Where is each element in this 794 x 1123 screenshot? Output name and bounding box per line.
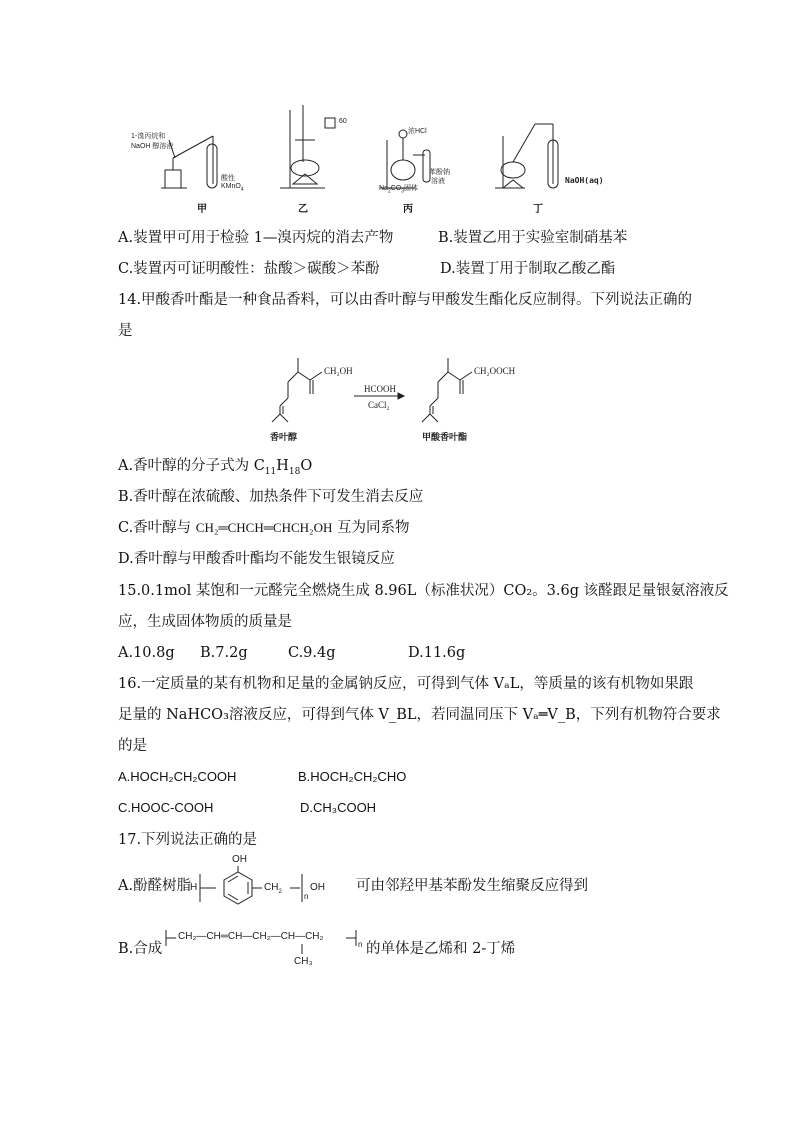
bing-tube-2: 溶液 bbox=[431, 178, 445, 185]
yi-thermometer: 60 bbox=[339, 118, 347, 125]
resin-oh-end: OH bbox=[310, 882, 325, 893]
phenolic-resin-structure bbox=[190, 854, 362, 916]
polymer-ch3: CH₃ bbox=[294, 956, 313, 967]
jia-tube-2: KMnO$_4$ bbox=[221, 183, 244, 193]
q14-option-c: C.香叶醇与 CH₂═CHCH═CHCH₂OH 互为同系物 bbox=[118, 520, 410, 536]
caption-ding: 丁 bbox=[533, 204, 543, 215]
polymer-chain: CH₂—CH═CH—CH₂—CH—CH₂ bbox=[178, 931, 324, 942]
q13-option-d: D.装置丁用于制取乙酸乙酯 bbox=[440, 261, 616, 277]
q14-reactant-name: 香叶醇 bbox=[270, 433, 298, 443]
resin-h-end: H bbox=[190, 882, 198, 893]
polymer-n: n bbox=[358, 940, 363, 949]
caption-yi: 乙 bbox=[298, 204, 308, 215]
q16-option-b: B.HOCH₂CH₂CHO bbox=[298, 769, 407, 784]
q14-reactant-group: CH₂OH bbox=[324, 366, 353, 376]
q16-stem-3: 的是 bbox=[118, 738, 147, 754]
q13-option-a: A.装置甲可用于检验 1—溴丙烷的消去产物 bbox=[118, 230, 394, 246]
q14-stem-2: 是 bbox=[118, 323, 133, 339]
caption-jia: 甲 bbox=[197, 204, 207, 215]
q15-option-d: D.11.6g bbox=[408, 645, 466, 661]
jia-tube-1: 酸性 bbox=[221, 175, 235, 182]
apparatus-drawing bbox=[125, 100, 625, 215]
q16-option-d: D.CH₃COOH bbox=[300, 800, 377, 815]
bing-flask: $Na_2CO_3$固体 bbox=[379, 185, 419, 195]
q14-stem-1: 14.甲酸香叶酯是一种食品香料，可以由香叶醇与甲酸发生酯化反应制得。下列说法正确的 bbox=[118, 292, 693, 308]
q14-option-b: B.香叶醇在浓硫酸、加热条件下可发生消去反应 bbox=[118, 489, 424, 505]
bing-tube-1: 苯酚钠 bbox=[429, 169, 450, 176]
q14-reagent-bottom: CaCl₂ bbox=[368, 400, 390, 410]
polymer-structure bbox=[162, 924, 366, 974]
q17-stem: 17.下列说法正确的是 bbox=[118, 832, 258, 848]
q17-option-a-text: 可由邻羟甲基苯酚发生缩聚反应得到 bbox=[356, 878, 588, 894]
q15-stem-2: 应，生成固体物质的质量是 bbox=[118, 614, 292, 630]
q17-option-b-label: B.合成 bbox=[118, 941, 163, 957]
q15-stem-1: 15.0.1mol 某饱和一元醛完全燃烧生成 8.96L（标准状况）CO₂。3.6g 该醛跟足量银氨溶液反 bbox=[118, 583, 729, 599]
apparatus-figure bbox=[125, 100, 625, 215]
q16-stem-1: 16.一定质量的某有机物和足量的金属钠反应，可得到气体 VₐL，等质量的该有机物如果跟 bbox=[118, 676, 694, 692]
q14-product-name: 甲酸香叶酯 bbox=[422, 433, 468, 443]
bing-acid: 浓HCl bbox=[408, 128, 427, 135]
caption-bing: 丙 bbox=[403, 204, 413, 215]
q16-option-c: C.HOOC-COOH bbox=[118, 800, 214, 815]
q14-option-d: D.香叶醇与甲酸香叶酯均不能发生银镜反应 bbox=[118, 551, 395, 567]
q16-stem-2: 足量的 NaHCO₃溶液反应，可得到气体 V_BL，若同温同压下 Vₐ═V_B，下列有机物符合要求 bbox=[118, 707, 721, 723]
q13-option-c: C.装置丙可证明酸性：盐酸＞碳酸＞苯酚 bbox=[118, 261, 380, 277]
q15-option-c: C.9.4g bbox=[288, 645, 336, 661]
resin-ch2: $CH_2$ bbox=[264, 882, 282, 895]
jia-reagent-2: NaOH 醇溶液 bbox=[131, 143, 174, 150]
resin-n: n bbox=[304, 892, 309, 901]
q14-product-group: CH₂OOCH bbox=[474, 366, 516, 376]
ding-tube: NaOH(aq) bbox=[565, 176, 604, 185]
q15-option-b: B.7.2g bbox=[200, 645, 248, 661]
q14-reagent-top: HCOOH bbox=[364, 384, 397, 394]
phenol-oh: OH bbox=[232, 854, 247, 865]
q13-option-b: B.装置乙用于实验室制硝基苯 bbox=[438, 230, 628, 246]
q16-option-a: A.HOCH₂CH₂COOH bbox=[118, 769, 237, 784]
q17-option-b-text: 的单体是乙烯和 2-丁烯 bbox=[366, 941, 516, 957]
q14-reaction-scheme bbox=[270, 352, 530, 444]
q15-option-a: A.10.8g bbox=[118, 645, 175, 661]
q17-option-a-label: A.酚醛树脂 bbox=[118, 878, 192, 894]
jia-reagent-1: 1-溴丙烷和 bbox=[131, 133, 166, 140]
q14-option-a: A.香叶醇的分子式为 $C_{11}H_{18}O$ bbox=[118, 458, 313, 477]
